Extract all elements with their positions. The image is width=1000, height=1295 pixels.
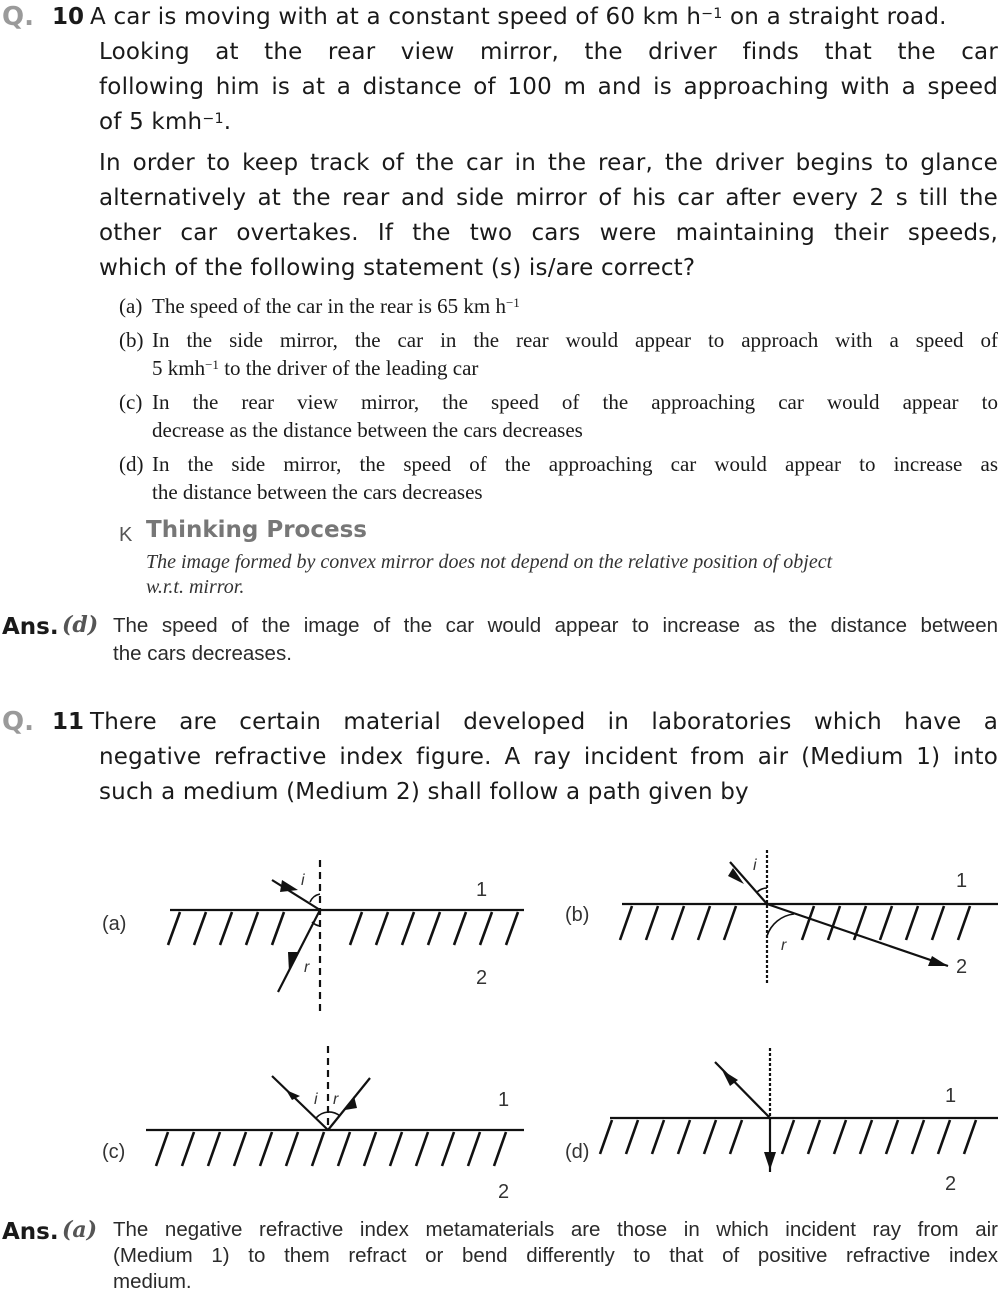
hatching <box>168 912 518 945</box>
q10-para2-line: other car overtakes. If the two cars were maintaining their speeds, <box>99 220 998 246</box>
figure-b-medium1: 1 <box>956 870 968 892</box>
figure-d <box>600 1048 998 1172</box>
q10-para2-line: alternatively at the rear and side mirror of his car after every 2 s till the <box>99 185 998 211</box>
figure-c-angle-r: r <box>333 1091 339 1108</box>
refracted-ray <box>278 910 320 992</box>
figure-c-medium1: 1 <box>498 1089 510 1111</box>
figure-b-medium2: 2 <box>956 956 968 978</box>
hatching <box>156 1132 506 1166</box>
figure-a-angle-r: r <box>304 959 310 976</box>
incident-ray <box>715 1062 770 1118</box>
q11-question-text: negative refractive index figure. A ray incident from air (Medium 1) into such a medium (Medium 2) shall follow a path given by <box>99 744 998 805</box>
answer-label: Ans. <box>2 614 59 640</box>
q10-line4: of 5 kmh$^{-1}$. <box>99 109 232 135</box>
thinking-process-text: The image formed by convex mirror does not depend on the relative position of object w.r.t. mirror. <box>146 551 833 598</box>
q10-option-d: (d) In the side mirror, the speed of the approaching car would appear to increase as the distance between the cars decreases <box>119 452 998 504</box>
figure-d-label: (d) <box>565 1141 590 1163</box>
figure-b <box>620 850 998 984</box>
figure-c-medium2: 2 <box>498 1181 510 1203</box>
figure-b-angle-r: r <box>781 937 787 954</box>
answer-option: (d) <box>62 612 99 638</box>
figure-d-medium1: 1 <box>945 1085 957 1107</box>
q11-number: 11 <box>52 709 85 735</box>
answer-option: (a) <box>62 1217 98 1243</box>
figure-a-medium2: 2 <box>476 967 488 989</box>
q10-line3: following him is at a distance of 100 m and is approaching with a speed <box>99 74 998 100</box>
hatching <box>620 906 970 940</box>
incident-ray <box>272 1076 328 1130</box>
figure-c-label: (c) <box>102 1141 126 1163</box>
hatching <box>600 1120 976 1154</box>
figure-a-medium1: 1 <box>476 879 488 901</box>
refracted-ray <box>767 904 948 966</box>
q10-para2-line: In order to keep track of the car in the rear, the driver begins to glance <box>99 150 998 176</box>
figure-a <box>168 860 524 1012</box>
q10-mark: Q. <box>2 2 34 32</box>
figure-c-angle-i: i <box>314 1091 318 1108</box>
answer-label: Ans. <box>2 1219 59 1245</box>
figure-b-angle-i: i <box>753 857 757 874</box>
incident-ray <box>730 862 767 904</box>
q10-line2: Looking at the rear view mirror, the driver finds that the car <box>99 39 998 65</box>
incident-ray <box>272 880 320 910</box>
q11-mark: Q. <box>2 707 34 737</box>
answer-text: The speed of the image of the car would appear to increase as the distance between the cars decreases. <box>113 614 998 665</box>
figure-a-angle-i: i <box>301 872 305 889</box>
answer-text: The negative refractive index metamaterials are those in which incident ray from air (Medium 1) to them refract or bend differently to that of positive refractive index medium. <box>113 1218 998 1293</box>
q10-line1: A car is moving with at a constant speed of 60 km $h^{-1}$ on a straight road. <box>90 4 947 30</box>
figure-a-label: (a) <box>102 913 127 935</box>
q10-option-b: (b) In the side mirror, the car in the rear would appear to approach with a speed of 5 kmh$^{-1}$ to the driver of the leading car <box>119 328 998 380</box>
q11-line1: There are certain material developed in laboratories which have a <box>90 709 998 735</box>
thinking-process-title: Thinking Process <box>146 517 367 543</box>
q10-option-a: (a) The speed of the car in the rear is 65 km $h^{-1}$ <box>119 294 520 318</box>
figure-b-label: (b) <box>565 904 590 926</box>
q10-option-c: (c) In the rear view mirror, the speed of the approaching car would appear to decrease as the distance between the cars decreases <box>119 390 998 442</box>
bullet-icon: K <box>119 524 133 546</box>
figure-d-medium2: 2 <box>945 1173 957 1195</box>
q10-number: 10 <box>52 4 85 30</box>
q10-para2-line: which of the following statement (s) is/are correct? <box>99 255 696 281</box>
